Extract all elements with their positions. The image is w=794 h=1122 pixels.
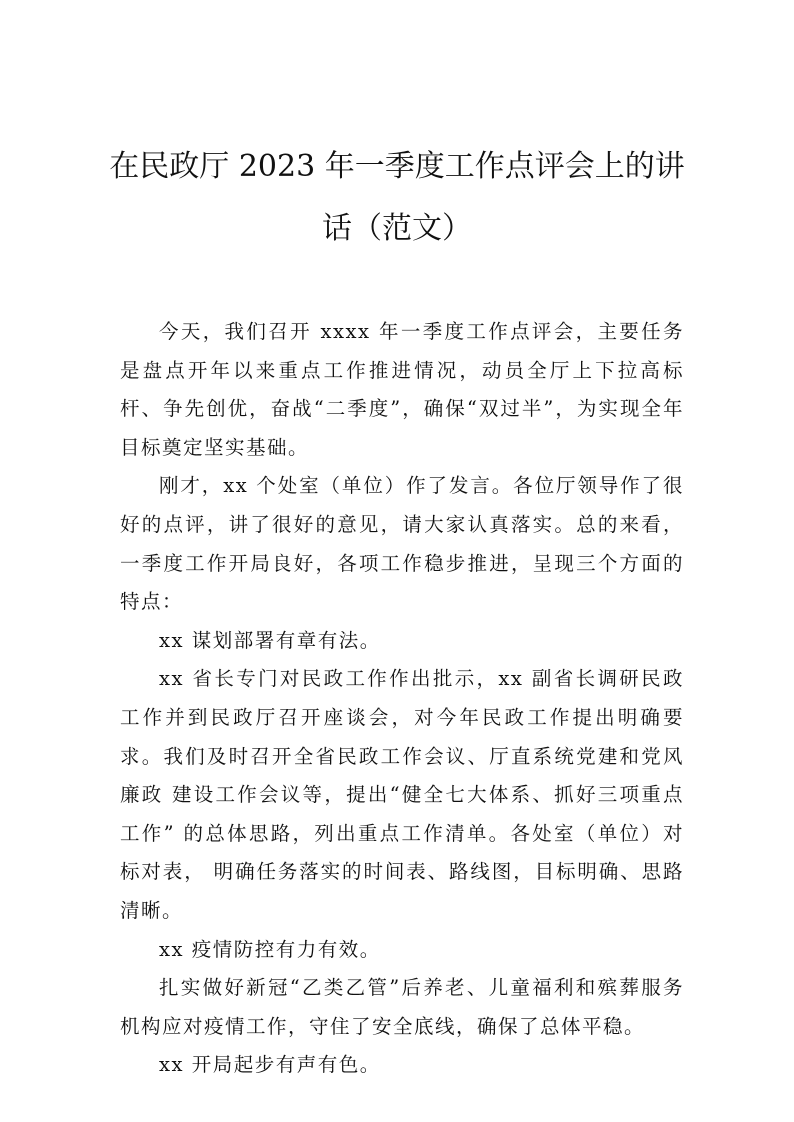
paragraph-heading-planning: xx 谋划部署有章有法。: [159, 628, 381, 652]
paragraph-epidemic-detail: 扎实做好新冠“乙类乙管”后养老、儿童福利和殡葬服务机构应对疫情工作，守住了安全底线，确保了总体平稳。: [120, 976, 684, 1038]
document-title-line-1: 在民政厅 2023 年一季度工作点评会上的讲: [109, 149, 685, 184]
document-body: [120, 313, 684, 1085]
paragraph-heading-start: xx 开局起步有声有色。: [159, 1053, 381, 1077]
paragraph-planning-detail: xx 省长专门对民政工作作出批示，xx 副省长调研民政工作并到民政厅召开座谈会，对今年民政工作提出明确要求。我们及时召开全省民政工作会议、厅直系统党建和党风廉政 建设工作会议等，提出“健全七大体系、抓好三项重点工作” 的总体思路，列出重点工作清单。各处室（单位）对标对表， 明确任务落实的时间表、路线图，目标明确、思路清晰。: [120, 667, 684, 922]
document-title-line-2: 话（范文）: [322, 211, 472, 246]
paragraph-intro: 今天，我们召开 xxxx 年一季度工作点评会，主要任务是盘点开年以来重点工作推进情况，动员全厅上下拉高标杆、争先创优，奋战“二季度”，确保“双过半”，为实现全年目标奠定坚实基础。: [120, 320, 684, 459]
paragraph-summary: 刚才，xx 个处室（单位）作了发言。各位厅领导作了很好的点评，讲了很好的意见，请大家认真落实。总的来看， 一季度工作开局良好，各项工作稳步推进，呈现三个方面的特点：: [120, 474, 684, 614]
paragraph-heading-epidemic: xx 疫情防控有力有效。: [159, 937, 381, 961]
